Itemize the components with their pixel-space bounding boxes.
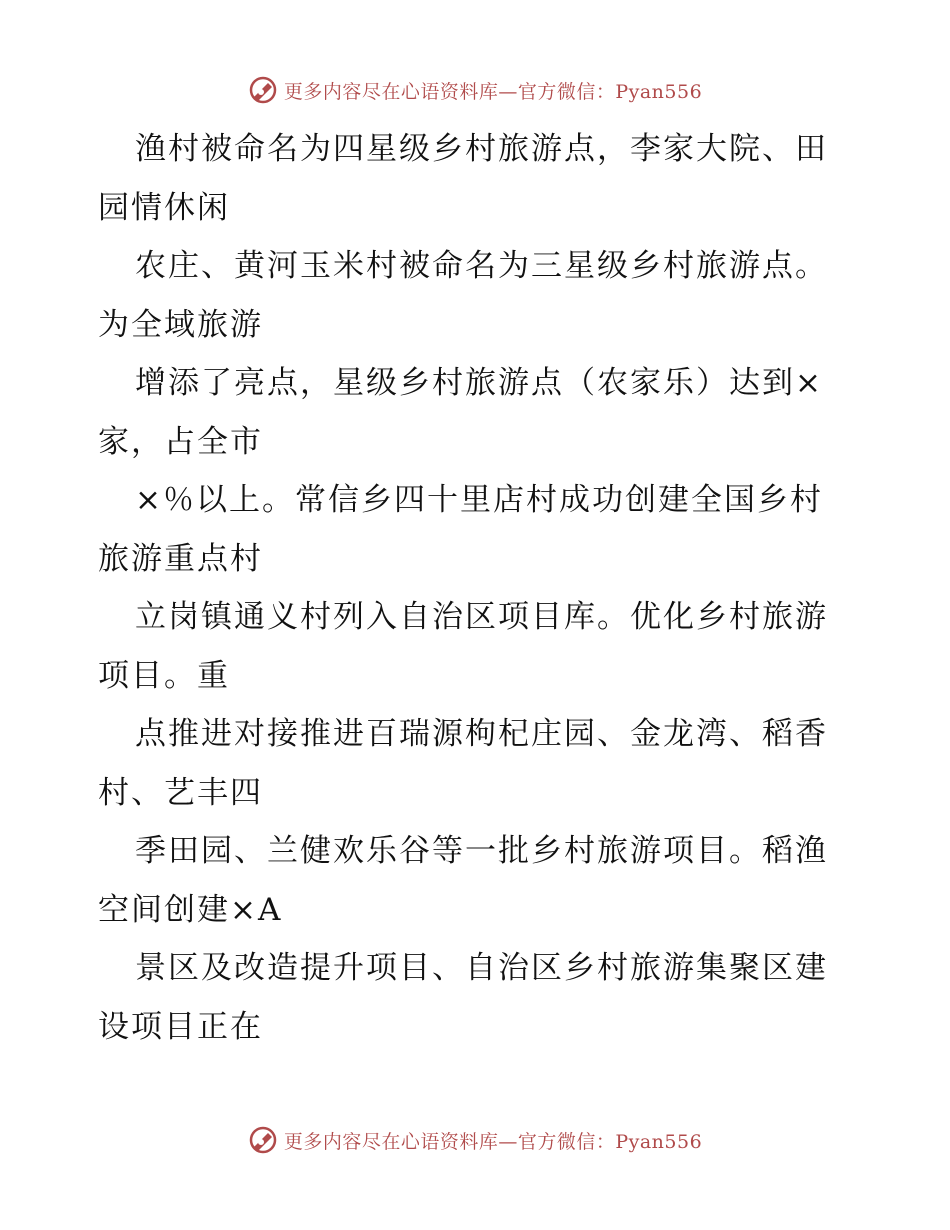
pen-circle-logo-icon <box>248 1125 278 1155</box>
body-line: 设项目正在 <box>98 1008 263 1045</box>
body-line: 立岗镇通义村列入自治区项目库。优化乡村旅游 <box>135 599 828 635</box>
body-line: ×％以上。常信乡四十里店村成功创建全国乡村 <box>135 482 823 518</box>
body-line: 农庄、黄河玉米村被命名为三星级乡村旅游点。 <box>135 248 828 284</box>
body-line: 渔村被命名为四星级乡村旅游点，李家大院、田 <box>135 131 828 167</box>
body-line: 项目。重 <box>98 657 230 694</box>
body-line: 园情休闲 <box>98 189 230 226</box>
pen-circle-logo-icon <box>248 75 278 105</box>
body-line: 季田园、兰健欢乐谷等一批乡村旅游项目。稻渔 <box>135 833 828 869</box>
body-line: 景区及改造提升项目、自治区乡村旅游集聚区建 <box>135 950 828 986</box>
body-line: 增添了亮点，星级乡村旅游点（农家乐）达到× <box>135 365 823 401</box>
body-line: 点推进对接推进百瑞源枸杞庄园、金龙湾、稻香 <box>135 716 828 752</box>
body-line: 为全域旅游 <box>98 306 263 343</box>
header-watermark <box>0 70 950 110</box>
watermark-text: 更多内容尽在心语资料库—官方微信：Pyan556 <box>283 80 703 103</box>
watermark-text: 更多内容尽在心语资料库—官方微信：Pyan556 <box>283 1130 703 1153</box>
body-line: 村、艺丰四 <box>98 774 263 811</box>
body-line: 家，占全市 <box>98 423 263 460</box>
document-body <box>98 120 858 1056</box>
body-line: 旅游重点村 <box>98 540 263 577</box>
body-line: 空间创建×A <box>98 891 283 928</box>
footer-watermark <box>0 1120 950 1160</box>
